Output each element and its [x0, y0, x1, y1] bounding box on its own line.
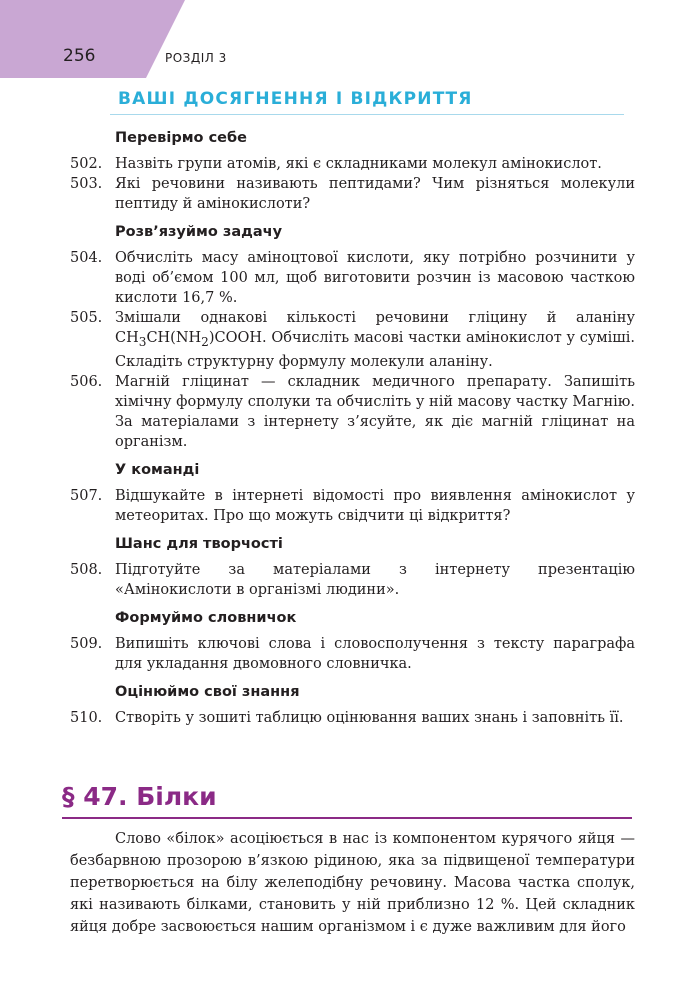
- page-number: 256: [63, 46, 96, 66]
- banner-title: ВАШІ ДОСЯГНЕННЯ І ВІДКРИТТЯ: [118, 89, 473, 109]
- group-heading: Формуймо словничок: [115, 609, 297, 626]
- exercise-group: [70, 682, 635, 728]
- formula-subscript: 3: [138, 334, 147, 349]
- group-heading: Перевірмо себе: [115, 130, 247, 146]
- banner-rule: [110, 114, 624, 115]
- group-heading: У команді: [115, 461, 200, 478]
- exercise-number: 508.: [70, 561, 103, 578]
- exercises: [70, 128, 635, 736]
- formula-text: CH(NH: [146, 330, 202, 346]
- exercise-text: [115, 308, 635, 372]
- exercise-item: [70, 560, 635, 600]
- exercise-group: [70, 608, 635, 674]
- exercise-number: 509.: [70, 635, 103, 652]
- exercise-text: Створіть у зошиті таблицю оцінювання ваших знань і заповніть її.: [115, 709, 624, 726]
- exercise-text: Підготуйте за матеріалами з інтернету презентацію «Амінокислоти в організмі людини».: [115, 561, 635, 598]
- formula-text: )COOH. Обчисліть масові частки амінокислот у суміші. Складіть структурну формулу молекули аланіну.: [115, 330, 635, 370]
- exercise-text: Відшукайте в інтернеті відомості про виявлення амінокислот у метеоритах. Про що можуть свідчити ці відкриття?: [115, 487, 635, 524]
- corner-tab: [0, 0, 185, 78]
- exercise-group: [70, 460, 635, 526]
- exercise-text: Назвіть групи атомів, які є складниками молекул амінокислот.: [115, 156, 602, 172]
- exercise-group: [70, 222, 635, 452]
- exercise-number: 506.: [70, 373, 103, 390]
- exercise-text: Випишіть ключові слова і словосполучення з тексту параграфа для укладання двомовного словничка.: [115, 635, 635, 672]
- section-label: РОЗДІЛ 3: [165, 51, 227, 65]
- exercise-item: [70, 248, 635, 308]
- exercise-text: Магній гліцинат — складник медичного препарату. Запишіть хімічну формулу сполуки та обчисліть у ній масову частку Магнію. За матеріалами з інтернету з’ясуйте, як діє магній гліцинат на організм.: [115, 373, 635, 450]
- exercise-item: [70, 486, 635, 526]
- exercise-number: 507.: [70, 487, 103, 504]
- group-heading: Оцінюймо свої знання: [115, 683, 300, 700]
- exercise-group: [70, 534, 635, 600]
- exercise-item: [70, 708, 635, 728]
- exercise-text: Обчисліть масу аміноцтової кислоти, яку потрібно розчинити у воді об’ємом 100 мл, щоб виготовити розчин із масовою часткою кислоти 16,7 %.: [115, 250, 635, 306]
- exercise-item: [70, 154, 635, 174]
- exercise-item: [70, 372, 635, 452]
- exercise-number: 503.: [70, 176, 103, 192]
- exercise-number: 502.: [70, 156, 103, 172]
- group-heading: Розв’язуймо задачу: [115, 224, 283, 240]
- exercise-item: [70, 634, 635, 674]
- exercise-text: Які речовини називають пептидами? Чим різняться молекули пептиду й амінокислоти?: [115, 176, 635, 212]
- exercise-number: 504.: [70, 250, 103, 266]
- formula-text: Змішали однакові кількості речовини гліцину й аланіну CH: [115, 310, 635, 346]
- group-heading: Шанс для творчості: [115, 535, 283, 552]
- formula-subscript: 2: [201, 334, 209, 349]
- exercise-group: [70, 128, 635, 214]
- paragraph-title: § 47. Білки: [62, 782, 217, 811]
- exercise-item: [70, 308, 635, 372]
- paragraph-body: Слово «білок» асоціюється в нас із компонентом курячого яйця — безбарвною прозорою в’язкою рідиною, яка за підвищеної температури перетворюється на білу желеподібну речовину. Масова частка сполук, які називають білками, становить у ній приблизно 12 %. Цей складник яйця добре засвоюється нашим організмом і є дуже важливим для його: [70, 831, 635, 935]
- paragraph-rule: [62, 817, 632, 819]
- exercise-number: 510.: [70, 709, 103, 726]
- exercise-number: 505.: [70, 310, 103, 326]
- exercise-item: [70, 174, 635, 214]
